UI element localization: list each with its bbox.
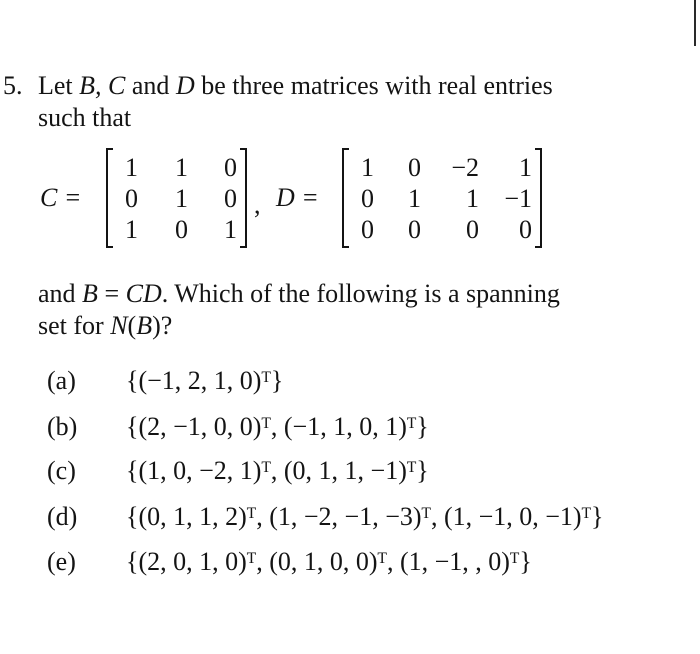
question-math-b: B [82,279,98,308]
matrix-d-cell: 1 [361,153,374,182]
option-c-set: {(1, 0, −2, 1)ᵀ, (0, 1, 1, −1)ᵀ} [126,456,429,485]
matrix-c-right-bracket [240,148,247,248]
option-b-set: {(2, −1, 0, 0)ᵀ, (−1, 1, 0, 1)ᵀ} [126,412,429,441]
option-a-set: {(−1, 2, 1, 0)ᵀ} [126,366,284,395]
matrix-c-cell: 1 [125,153,138,182]
matrix-d-cell: 0 [519,215,532,244]
option-d-letter: (d) [47,502,78,531]
matrix-d-cell: 1 [466,184,479,213]
matrix-d-cell: 0 [408,215,421,244]
problem-intro-line-1 [38,71,553,101]
matrix-d-cell: 0 [466,215,479,244]
option-c-letter: (c) [47,456,76,485]
matrix-c-cell: 1 [125,215,138,244]
matrix-c-cell: 1 [175,153,188,182]
question-equals: = [97,279,126,308]
matrix-c-grid [116,152,237,245]
matrix-c-cell: 0 [125,184,138,213]
question-line-1 [38,279,560,309]
matrix-c-label: C = [40,183,82,212]
question-text-2: . Which of the following is a spanning [161,279,560,308]
matrix-d-label: D = [276,183,319,212]
matrix-d-cell: 1 [408,184,421,213]
question-math-cd: CD [125,279,162,308]
matrix-c-cell: 0 [224,153,237,182]
matrix-separator-comma: , [254,190,261,219]
matrix-c-cell: 1 [175,184,188,213]
matrix-d-grid [352,152,532,245]
matrix-d-right-bracket [535,148,542,248]
question-text-1: and [38,279,83,308]
question-math-b2: B [136,311,153,340]
matrix-d-cell: 0 [408,153,421,182]
intro-text-3: be three matrices with real entries [194,71,553,100]
question-paren-close: )? [152,311,173,340]
problem-number: 5. [3,71,23,100]
matrix-d-cell: 1 [519,153,532,182]
problem-intro-line-2: such that [38,103,132,132]
matrix-d-cell: 0 [361,215,374,244]
question-line-2 [38,311,172,341]
option-a-letter: (a) [47,366,76,395]
matrix-c-cell: 0 [175,215,188,244]
matrix-c-left-bracket [106,148,113,248]
intro-text-2: and [125,71,176,100]
question-paren-open: ( [127,311,137,340]
question-math-n: N [110,311,128,340]
question-text-3: set for [38,311,111,340]
matrix-d-left-bracket [342,148,349,248]
intro-text-1: Let [38,71,80,100]
page-edge-line [694,0,696,46]
matrix-d [342,148,542,248]
matrix-c-cell: 0 [224,184,237,213]
matrix-d-cell: −2 [451,153,479,182]
intro-math-bc: B, C [79,71,126,100]
matrix-d-cell: 0 [361,184,374,213]
option-d-set: {(0, 1, 1, 2)ᵀ, (1, −2, −1, −3)ᵀ, (1, −1, 0, −1)ᵀ} [126,502,604,531]
option-b-letter: (b) [47,412,78,441]
matrix-c-cell: 1 [224,215,237,244]
matrix-c [106,148,247,248]
option-e-set: {(2, 0, 1, 0)ᵀ, (0, 1, 0, 0)ᵀ, (1, −1, , 0)ᵀ} [126,547,532,576]
intro-math-d: D [175,71,195,100]
matrix-d-cell: −1 [504,184,532,213]
option-e-letter: (e) [47,547,76,576]
